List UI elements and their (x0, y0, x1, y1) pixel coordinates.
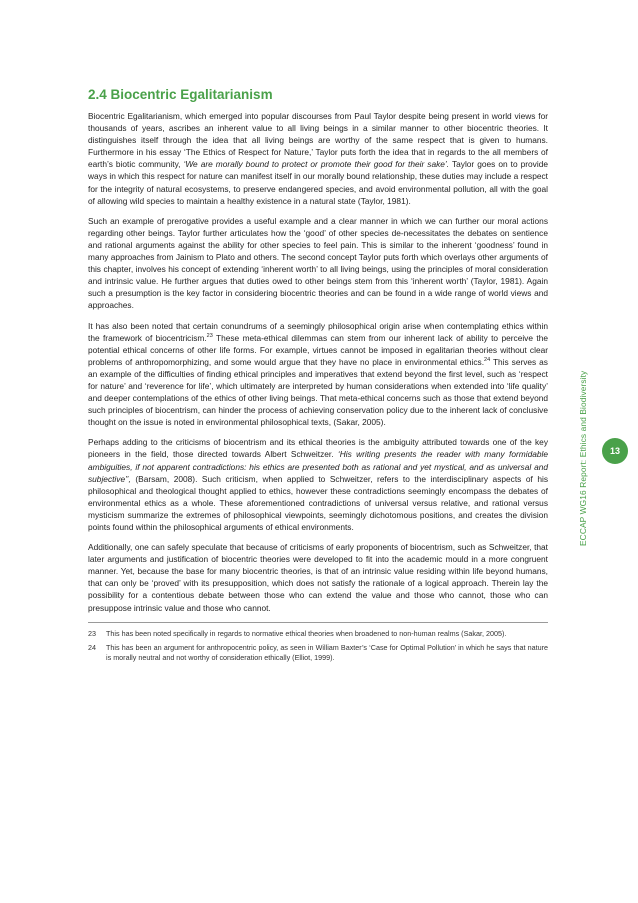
taylor-quote: ‘We are morally bound to protect or promote their good for their sake’. (183, 159, 450, 170)
footnote-divider (88, 622, 548, 623)
footnote-23 (88, 629, 548, 639)
footnote-text: This has been an argument for anthropocentric policy, as seen in William Baxter’s ‘Case for Optimal Pollution’ in which he says that nature is morally neutral and not worthy of consideration ethically (Elliot, 1999). (106, 643, 548, 663)
footnote-ref-23[interactable]: 23 (206, 332, 213, 339)
section-heading: 2.4 Biocentric Egalitarianism (88, 87, 273, 102)
paragraph-4-text-a: Perhaps adding to the criticisms of biocentrism and its ethical theories is the ambiguity attributed towards one of the key pioneers in the field, those directed towards Albert Schweitzer. (88, 437, 548, 460)
paragraph-1-text-c: Taylor goes on to provide ways in which this respect for nature can manifest itself in our morally bound relationship, these duties may include a respect for the integrity of natural ecosystems, to preserve endangered species, and avoid environmental pollution, all with the goal of allowing wild species to maintain a healthy existence in a natural state (Taylor, 1981). (88, 159, 548, 206)
paragraph-3-text-a: It has also been noted that certain conundrums of a seemingly philosophical origin arise when contemplating ethics within the framework of biocentricism. (88, 320, 548, 343)
footnote-number: 24 (88, 643, 96, 653)
paragraph-3 (88, 320, 548, 429)
footnote-ref-24[interactable]: 24 (484, 357, 491, 363)
barsam-quote: ‘His writing presents the reader with many formidable ambiguities, if not apparent contradictions: his ethics are presented both as rational and yet mystical, and as universal and subjective’’, (88, 449, 548, 484)
footnote-text: This has been noted specifically in regards to normative ethical theories when broadened to non-human realms (Sakar, 2005). (106, 628, 507, 638)
paragraph-3-text-b: These meta-ethical dilemmas can stem from our inherent lack of ability to perceive the potential ethical concerns of other life forms. For example, virtues cannot be imposed in egalitarian theories without clear problems of anthropomorphizing, and some would argue that they have no place in environmental ethics. (88, 332, 548, 367)
paragraph-1-text-a: Biocentric Egalitarianism, which emerged into popular discourses from Paul Taylor despite being present in world views for thousands of years, ascribes an inherent value to all living beings in a similar manner to other biocentric theories. It distinguishes itself through the idea that all living beings are worthy of the same respect that is given to humans. Furthermore in his essay ‘The Ethics of Respect for Nature,’ Taylor puts forth the idea that in regards to the all members of earth’s biotic community, (88, 111, 548, 170)
paragraph-5: Additionally, one can safely speculate that because of criticisms of early proponents of biocentrism, such as Schweitzer, that later arguments and justification of biocentric theories were developed to fit into the academic mould in a more congruent manner. Yet, because the base for many biocentric theories, is that of an intrinsic value residing within life beyond humans, that can only be ‘proved’ with its presupposition, which does not satisfy the rationale of a logical approach. Therein lay the possibility for a contentious debate between those who can extend the value and those who cannot, those who can presuppose intrinsic value and those who cannot. (88, 542, 548, 613)
page-number-badge: 13 (602, 438, 628, 464)
paragraph-2: Such an example of prerogative provides a useful example and a clear manner in which we can further our moral actions regarding other beings. Taylor further articulates how the ‘good’ of other species de-necessitates the debates on sentience and rational arguments against the ability for other species to feel pain. This is similar to the inherent ‘goodness’ found in many approaches from Jainism to Plato and others. The second concept Taylor puts forth which overlays other arguments of this chapter, involves his concept of extending ‘inherent worth’ to all living beings, using the principles of moral consideration and intrinsic value. He further argues that duties owed to other beings stem from this ‘inherent worth’ (Taylor, 1981). Again such a presumption is the key factor in considering biocentric theories and can be found in a wide range of world views and approaches. (88, 215, 548, 311)
footnote-number: 23 (88, 628, 96, 638)
paragraph-4-text-c: (Barsam, 2008). Such criticism, when applied to Schweitzer, refers to the interdisciplinary aspects of his philosophical and theological thought applied to ethics, however these contradictions seemingly encompass the debates of environmental ethics as a whole. These aforementioned contradictions of universal versus relative, and rational versus mysticism summarize the extremes of philosophical viewpoints, seemingly dichotomous positions, and creates the division points found within the philosophical arguments of ethical environments. (88, 473, 548, 532)
paragraph-3-text-c: This serves as an example of the difficulties of finding ethical principles and imperatives that extend beyond the first level, such as ‘respect for nature’ and ‘reverence for life’, which ultimately are interpreted by human considerations when extended into ‘life quality’ and deeper contemplations of the ethics of other living beings. That meta-ethical concerns such as those that extend beyond such principles of biocentrism, can hinder the process of achieving conservation policy due to the inherent lack of conclusive thought on the issue is noted in environmental philosophical texts, (Sakar, 2005). (88, 356, 548, 428)
main-content (88, 86, 548, 668)
paragraph-4 (88, 436, 548, 533)
running-header-vertical: ECCAP WG16 Report: Ethics and Biodiversity (578, 370, 588, 546)
footnote-24 (88, 643, 548, 664)
paragraph-1 (88, 110, 548, 207)
